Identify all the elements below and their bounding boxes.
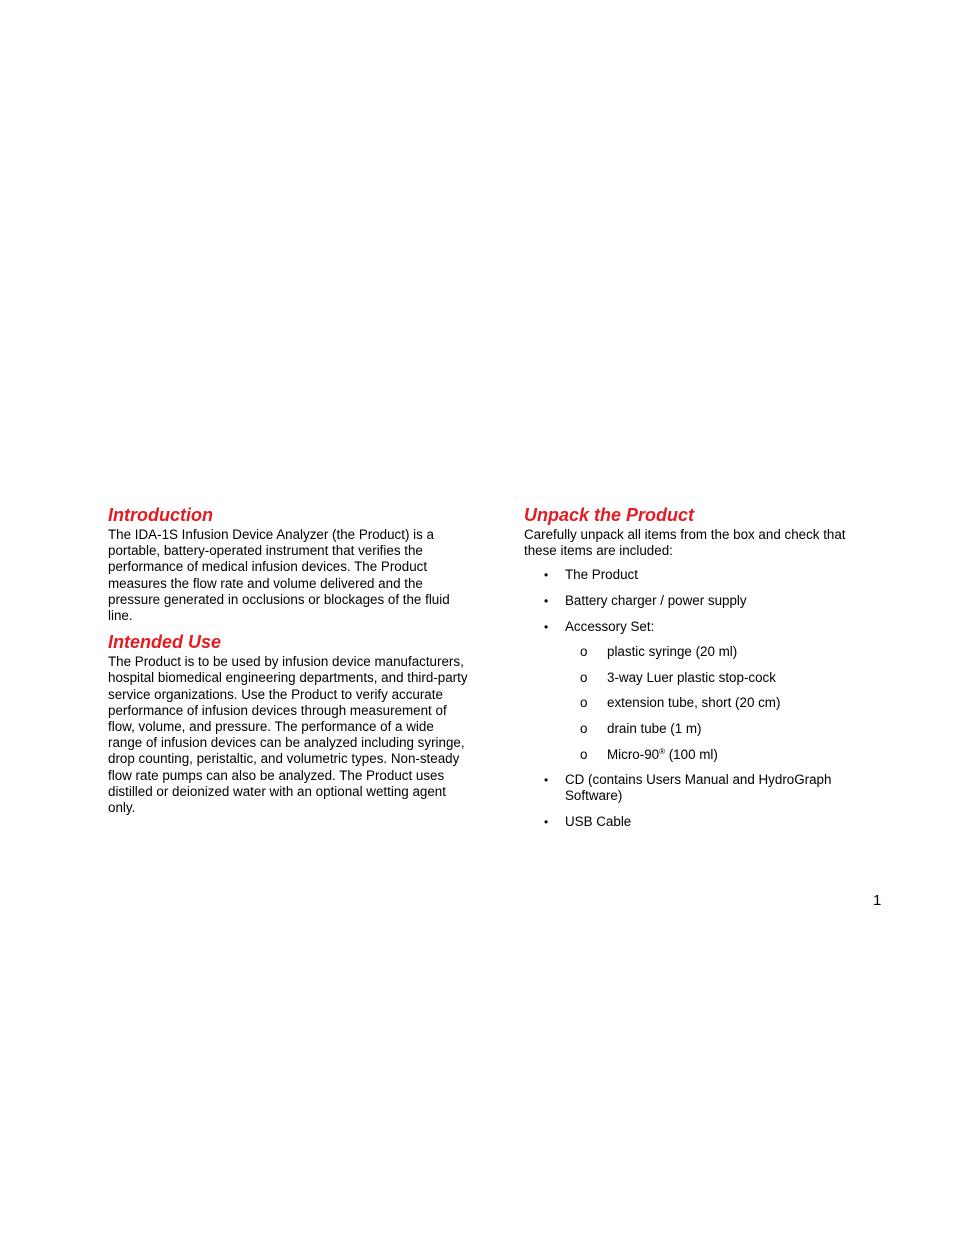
item-label: CD (contains Users Manual and HydroGraph Software) xyxy=(565,772,832,804)
micro90-qty: (100 ml) xyxy=(665,746,718,762)
right-column xyxy=(524,503,869,840)
bullet-icon: • xyxy=(544,568,549,583)
list-item xyxy=(524,619,869,763)
unpack-intro: Carefully unpack all items from the box and check that these items are included: xyxy=(524,527,846,559)
bullet-icon: • xyxy=(544,594,549,608)
sub-bullet-icon: o xyxy=(580,695,588,711)
item-label: Accessory Set: xyxy=(565,618,655,634)
included-items-list xyxy=(524,567,869,830)
left-column xyxy=(108,503,470,816)
sub-list-item xyxy=(524,695,869,711)
accessory-set-list xyxy=(524,644,869,763)
list-item xyxy=(524,772,869,804)
bullet-icon: • xyxy=(544,773,549,788)
item-label: USB Cable xyxy=(565,813,632,829)
page-number: 1 xyxy=(873,892,882,909)
bullet-icon: • xyxy=(544,619,549,634)
sub-list-item xyxy=(524,670,869,686)
bullet-icon: • xyxy=(544,814,549,829)
introduction-body: The IDA-1S Infusion Device Analyzer (the Product) is a portable, battery-operated instrument that verifies the performance of medical infusion devices. The Product measures the flow rate and volume delivered and the pressure generated in occlusions or blockages of the fluid line. xyxy=(108,527,450,624)
sub-item-label: drain tube (1 m) xyxy=(607,720,702,736)
item-label: Battery charger / power supply xyxy=(565,593,747,608)
sub-bullet-icon: o xyxy=(580,720,588,736)
item-label: The Product xyxy=(565,567,638,583)
sub-bullet-icon: o xyxy=(580,746,588,762)
micro90-name: Micro-90 xyxy=(607,746,660,762)
sub-item-label: 3-way Luer plastic stop-cock xyxy=(607,669,776,685)
introduction-heading: Introduction xyxy=(108,505,213,525)
unpack-heading: Unpack the Product xyxy=(524,505,695,525)
list-item xyxy=(524,814,869,830)
intended-use-body: The Product is to be used by infusion device manufacturers, hospital biomedical engineering departments, and third-party service organizations. Use the Product to verify accurate performance of infusion devices through measurement of flow, volume, and pressure. The performance of a wide range of infusion devices can be analyzed including syringe, drop counting, peristaltic, and volumetric types. Non-steady flow rate pumps can also be analyzed. The Product uses distilled or deionized water with an optional wetting agent only. xyxy=(108,654,468,816)
sub-bullet-icon: o xyxy=(580,669,588,685)
sub-list-item xyxy=(524,644,869,660)
sub-list-item xyxy=(524,721,869,737)
sub-item-label: extension tube, short (20 cm) xyxy=(607,695,781,711)
registered-mark: ® xyxy=(659,746,665,756)
list-item xyxy=(524,593,869,609)
list-item xyxy=(524,567,869,583)
intended-use-heading: Intended Use xyxy=(108,632,222,653)
sub-item-label: plastic syringe (20 ml) xyxy=(607,644,738,660)
sub-list-item xyxy=(524,747,869,763)
sub-bullet-icon: o xyxy=(580,644,588,660)
